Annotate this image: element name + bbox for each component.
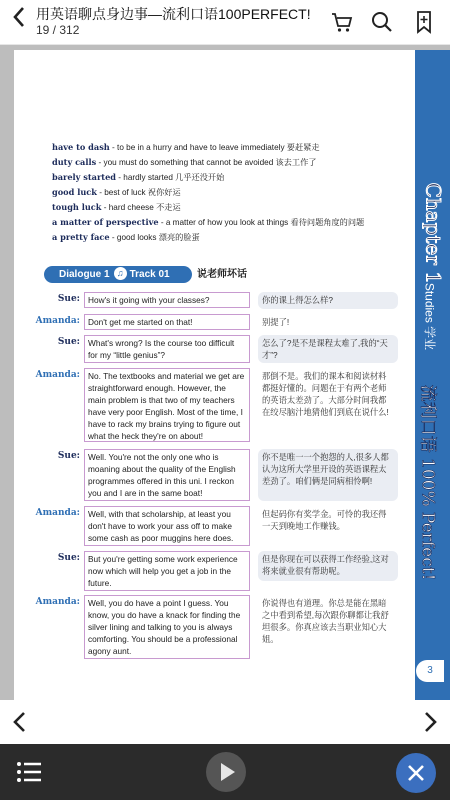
vocab-item: [52, 217, 364, 228]
speaker-name: Amanda:: [35, 370, 80, 380]
close-icon: [396, 753, 436, 793]
page-number: 3: [416, 660, 444, 682]
vocab-definition: - hardly started 几乎还没开始: [118, 173, 225, 182]
section-label: Studies 学业: [422, 282, 437, 351]
vocab-definition: - hard cheese 不走运: [103, 203, 181, 212]
dialogue-title: 说老师坏话: [197, 269, 247, 280]
search-icon[interactable]: [370, 10, 394, 34]
prev-page-chevron-icon[interactable]: [10, 710, 30, 734]
vocab-item: [52, 172, 224, 183]
book-title: 用英语聊点身边事—流利口语100PERFECT!: [36, 6, 311, 22]
vocab-item: [52, 202, 181, 213]
dialogue-english: Well, with that scholarship, at least you don't have to work your ass off to make some cash as poor muggins here does.: [84, 506, 250, 546]
vocab-term: tough luck: [52, 202, 102, 212]
back-chevron-icon[interactable]: [6, 6, 32, 32]
vocab-definition: - good looks 漂亮的脸蛋: [111, 233, 200, 242]
page-counter: 19 / 312: [36, 23, 80, 37]
vocab-term: duty calls: [52, 157, 97, 167]
cart-icon[interactable]: [330, 10, 354, 34]
vocab-item: [52, 187, 181, 198]
dialogue-chinese: 别提了!: [262, 317, 290, 327]
dialogue-chinese: 你不是唯一一个抱怨的人,很多人都认为这所大学里开设的英语课程太差劲了。咱们俩是同病相怜啊!: [258, 449, 398, 501]
dialogue-english: Well, you do have a point I guess. You know, you do have a knack for finding the silver lining and talking to you is always comforting. You should be a professional agony aunt.: [84, 595, 250, 659]
dialogue-badge: [44, 266, 192, 283]
dialogue-english: How's it going with your classes?: [84, 292, 250, 308]
play-button[interactable]: [206, 752, 246, 792]
page-nav-bar: [0, 700, 450, 744]
speaker-name: Amanda:: [35, 508, 80, 518]
vocab-term: good luck: [52, 187, 97, 197]
dialogue-chinese: 你的课上得怎么样?: [258, 292, 398, 309]
vocab-definition: - to be in a hurry and have to leave immediately 要赶紧走: [112, 143, 320, 152]
dialogue-chinese: 但是你现在可以获得工作经验,这对将来就业很有帮助呢。: [258, 551, 398, 581]
vocab-definition: - best of luck 祝你好运: [99, 188, 181, 197]
track-label: Track 01: [129, 269, 170, 280]
speaker-name: Amanda:: [35, 597, 80, 607]
dialogue-chinese: 你说得也有道理。你总是能在黑暗之中看到希望,每次跟你聊都让我舒坦很多。你真应该去当职业知心大姐。: [262, 598, 389, 644]
series-label: 流利口语 100% Perfect!: [417, 384, 438, 581]
vocab-item: [52, 232, 200, 243]
speaker-name: Sue:: [57, 553, 80, 563]
dialogue-chinese: 怎么了?是不是课程太难了,我的“天才”?: [258, 335, 398, 363]
book-page: [14, 50, 444, 700]
dialogue-english: No. The textbooks and material we get are straightforward enough. However, the main problem is that two of my teachers have very poor English. Most of the time, I have to rack my brains trying to figure out what the heck they're on about!: [84, 368, 250, 442]
menu-list-icon[interactable]: [16, 760, 42, 784]
vocab-definition: - a matter of how you look at things 看待问题角度的问题: [160, 218, 365, 227]
speaker-name: Sue:: [57, 294, 80, 304]
vocab-term: a matter of perspective: [52, 217, 159, 227]
vocab-definition: - you must do something that cannot be avoided 该去工作了: [98, 158, 317, 167]
play-icon: [206, 752, 246, 792]
close-button[interactable]: [396, 753, 436, 793]
speaker-name: Amanda:: [35, 316, 80, 326]
vocab-item: [52, 157, 316, 168]
vocab-item: [52, 142, 320, 153]
dialogue-chinese: 那倒不是。我们的课本和阅读材料都挺好懂的。问题在于有两个老师的英语太差劲了。大部分时间我都在绞尽脑汁地猜他们到底在说什么!: [262, 371, 389, 417]
dialogue-english: Don't get me started on that!: [84, 314, 250, 330]
speaker-name: Sue:: [57, 451, 80, 461]
dialogue-english: But you're getting some work experience now which will help you get a job in the future.: [84, 551, 250, 591]
music-note-icon: ♫: [114, 267, 127, 280]
dialogue-label: Dialogue 1: [59, 269, 110, 280]
next-page-chevron-icon[interactable]: [420, 710, 440, 734]
speaker-name: Sue:: [57, 337, 80, 347]
top-toolbar: [0, 0, 450, 45]
dialogue-english: What's wrong? Is the course too difficult for my “little genius”?: [84, 335, 250, 363]
chapter-label: Chapter 1: [421, 182, 446, 284]
bookmark-add-icon[interactable]: [412, 10, 436, 34]
dialogue-chinese: 但起码你有奖学金。可怜的我还得一天到晚地工作赚钱。: [262, 509, 387, 531]
dialogue-english: Well. You're not the only one who is moaning about the quality of the English programmes offered in this uni. I reckon you and I are in the same boat!: [84, 449, 250, 501]
vocab-term: barely started: [52, 172, 116, 182]
vocab-term: a pretty face: [52, 232, 110, 242]
bottom-control-bar: [0, 744, 450, 800]
vocab-term: have to dash: [52, 142, 110, 152]
